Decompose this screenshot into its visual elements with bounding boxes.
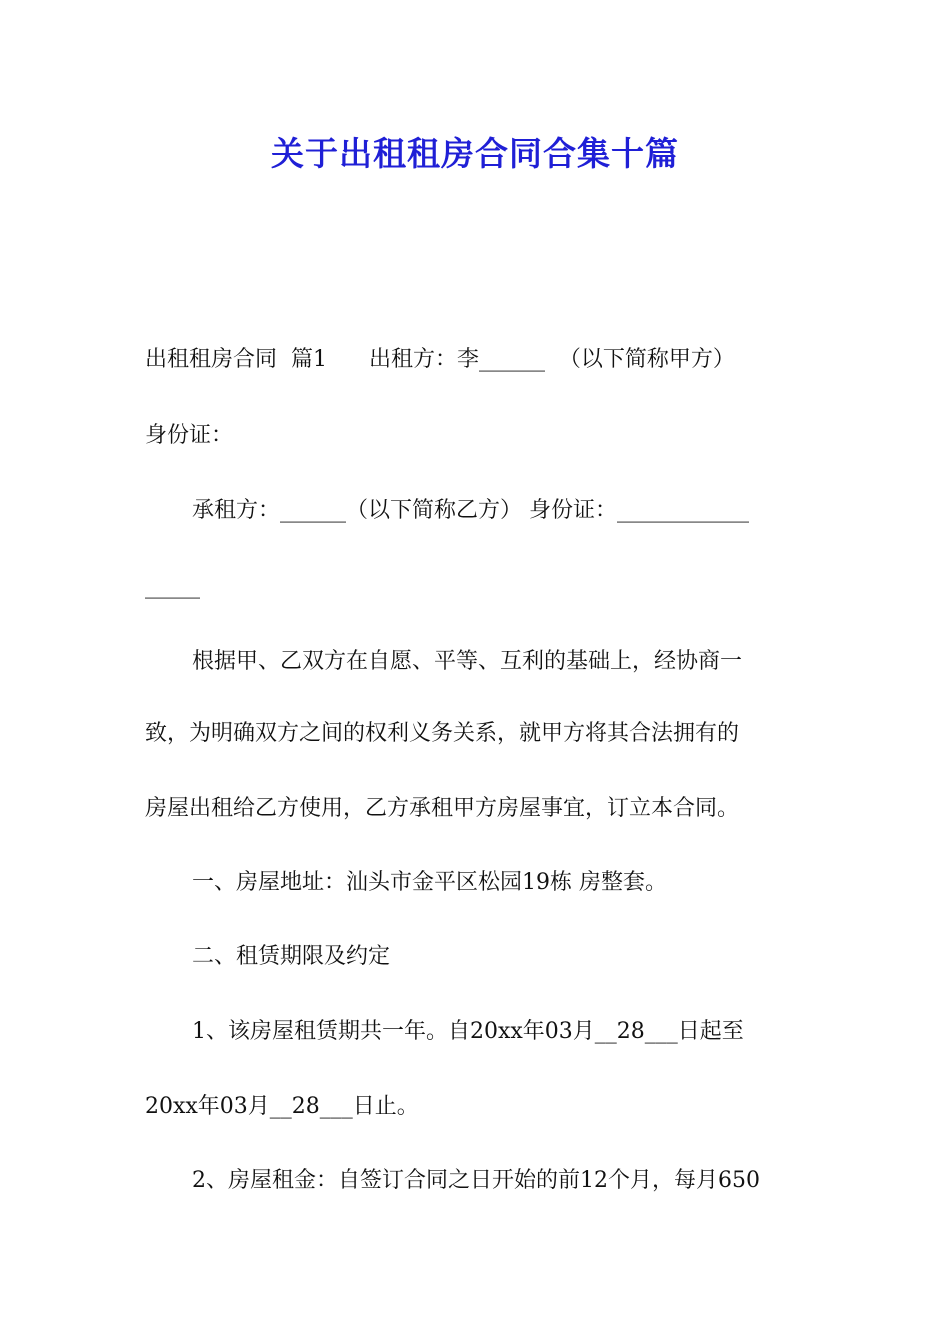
paragraph-line: 致，为明确双方之间的权利义务关系，就甲方将其合法拥有的 [145,721,740,746]
paragraph-line: 根据甲、乙双方在自愿、平等、互利的基础上，经协商一 [192,649,743,674]
document-title: 关于出租租房合同合集十篇 [271,134,679,173]
paragraph-line: 出租租房合同 篇1 出租方：李______ （以下简称甲方） [145,347,735,372]
paragraph-line: 一、房屋地址：汕头市金平区松园19栋 房整套。 [192,870,667,895]
paragraph-line: 房屋出租给乙方使用，乙方承租甲方房屋事宜，订立本合同。 [145,796,740,821]
paragraph-line: _____ [145,574,200,599]
paragraph-line: 承租方：______（以下简称乙方） 身份证：____________ [192,498,749,523]
paragraph-line: 20xx年03月__28___日止。 [145,1094,419,1119]
paragraph-line: 二、租赁期限及约定 [192,944,391,969]
paragraph-line: 2、房屋租金：自签订合同之日开始的前12个月，每月650 [192,1168,760,1193]
paragraph-line: 1、该房屋租赁期共一年。自20xx年03月__28___日起至 [192,1019,744,1044]
paragraph-line: 身份证： [145,423,234,448]
